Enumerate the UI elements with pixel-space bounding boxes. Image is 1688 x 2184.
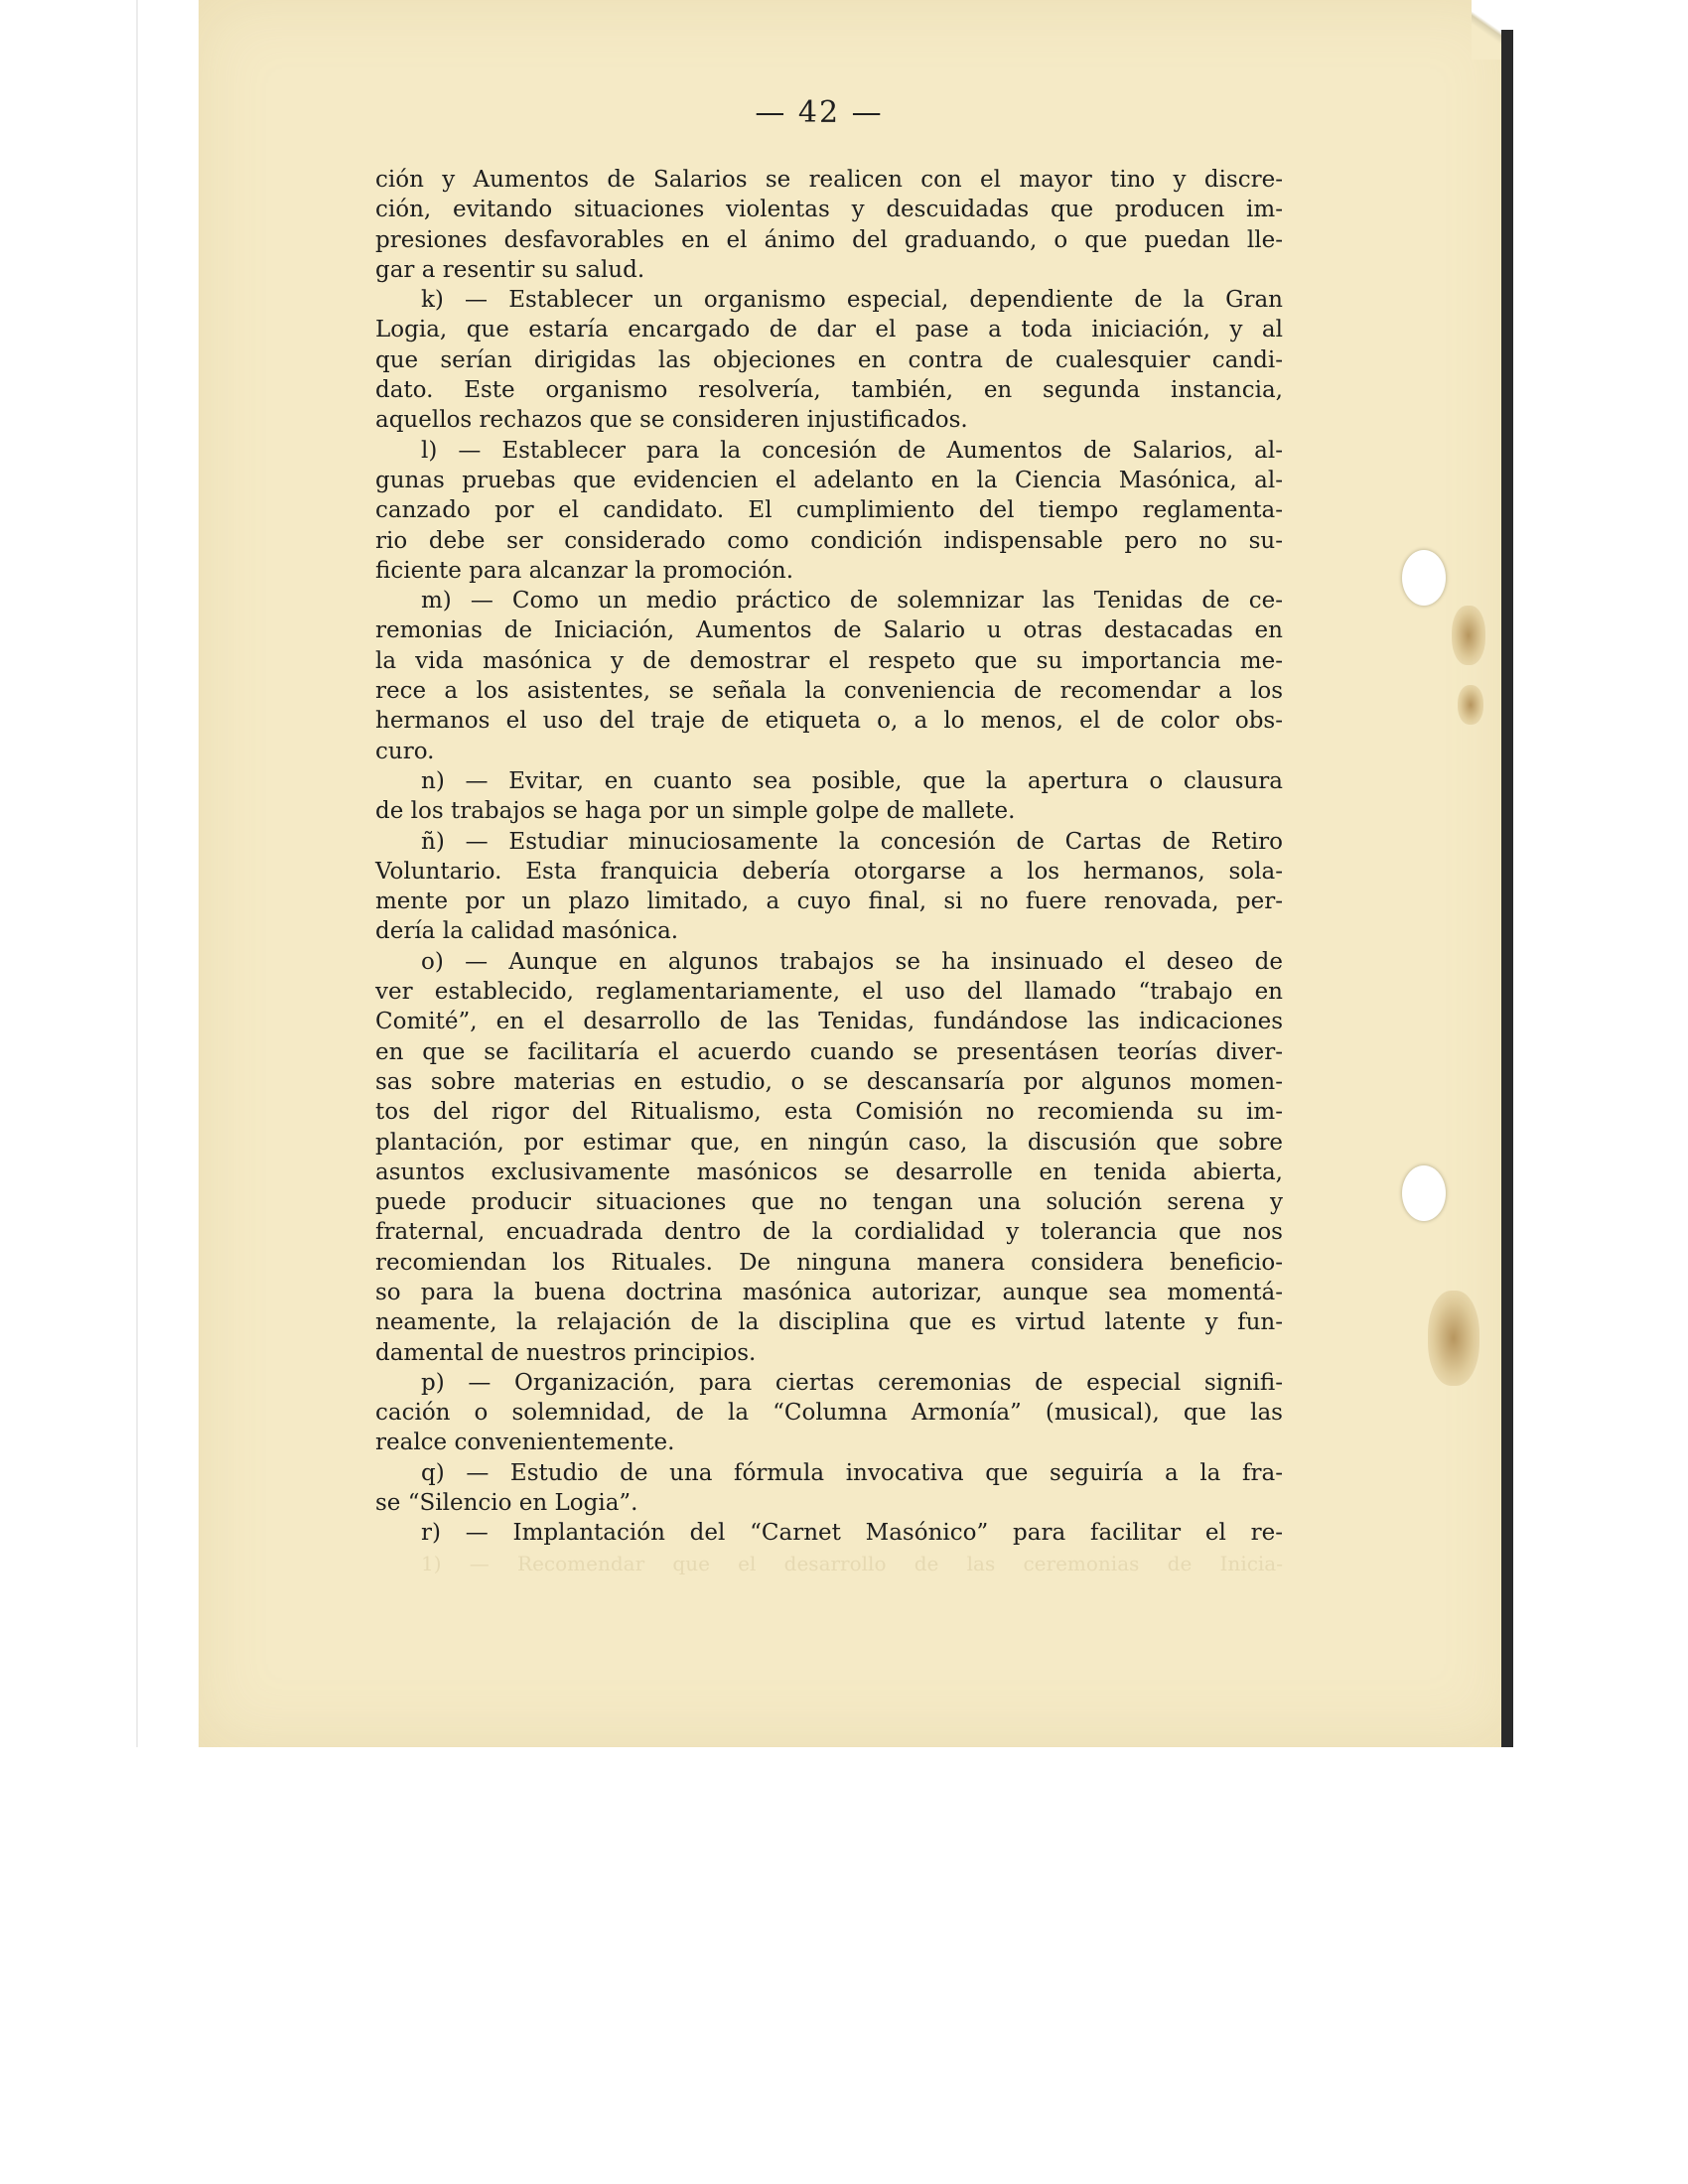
text-line: ción y Aumentos de Salarios se realicen con el mayor tino y discre- (375, 167, 1283, 193)
text-line: l) — Establecer para la concesión de Aumentos de Salarios, al- (421, 437, 1283, 464)
text-line: fraternal, encuadrada dentro de la cordialidad y tolerancia que nos (375, 1219, 1283, 1246)
text-line: n) — Evitar, en cuanto sea posible, que la apertura o clausura (421, 767, 1283, 794)
text-line: que serían dirigidas las objeciones en contra de cualesquier candi- (375, 346, 1283, 373)
text-line: en que se facilitaría el acuerdo cuando se presentásen teorías diver- (375, 1038, 1283, 1065)
text-line: q) — Estudio de una fórmula invocativa que seguiría a la fra- (421, 1459, 1283, 1486)
rust-stain-middle (1458, 685, 1483, 725)
text-line: ción, evitando situaciones violentas y descuidadas que producen im- (375, 197, 1283, 223)
text-line: asuntos exclusivamente masónicos se desarrolle en tenida abierta, (375, 1159, 1283, 1185)
text-line: mente por un plazo limitado, a cuyo final, si no fuere renovada, per- (375, 888, 1283, 915)
text-line: gunas pruebas que evidencien el adelanto en la Ciencia Masónica, al- (375, 467, 1283, 493)
text-line: tos del rigor del Ritualismo, esta Comisión no recomienda su im- (375, 1099, 1283, 1126)
text-line: curo. (375, 738, 435, 764)
text-line: ver establecido, reglamentariamente, el uso del llamado “trabajo en (375, 979, 1283, 1006)
text-line: so para la buena doctrina masónica autorizar, aunque sea momentá- (375, 1279, 1283, 1305)
text-line: Comité”, en el desarrollo de las Tenidas, fundándose las indicaciones (375, 1009, 1283, 1035)
text-line: presiones desfavorables en el ánimo del graduando, o que puedan lle- (375, 226, 1283, 253)
text-line: p) — Organización, para ciertas ceremonias de especial signifi- (421, 1369, 1283, 1396)
text-line: o) — Aunque en algunos trabajos se ha insinuado el deseo de (421, 948, 1283, 975)
text-line: canzado por el candidato. El cumplimiento del tiempo reglamenta- (375, 497, 1283, 524)
text-line: hermanos el uso del traje de etiqueta o, a lo menos, el de color obs- (375, 708, 1283, 735)
text-line: aquellos rechazos que se consideren injustificados. (375, 407, 968, 434)
text-line: Voluntario. Esta franquicia debería otorgarse a los hermanos, sola- (375, 858, 1283, 885)
text-line: neamente, la relajación de la disciplina que es virtud latente y fun- (375, 1309, 1283, 1336)
text-line: r) — Implantación del “Carnet Masónico” para facilitar el re- (421, 1520, 1283, 1547)
rust-stain-lower (1428, 1291, 1479, 1386)
text-line: la vida masónica y de demostrar el respeto que su importancia me- (375, 647, 1283, 674)
binder-hole-lower (1402, 1165, 1446, 1221)
text-line: gar a resentir su salud. (375, 256, 645, 283)
text-line: de los trabajos se haga por un simple golpe de mallete. (375, 798, 1016, 825)
text-line: dato. Este organismo resolvería, también, en segunda instancia, (375, 377, 1283, 404)
text-line: cación o solemnidad, de la “Columna Armonía” (musical), que las (375, 1400, 1283, 1427)
text-line: ficiente para alcanzar la promoción. (375, 557, 794, 584)
text-line: sas sobre materias en estudio, o se descansaría por algunos momen- (375, 1068, 1283, 1095)
rust-stain-upper (1452, 606, 1485, 665)
text-line: realce convenientemente. (375, 1430, 675, 1456)
text-line: m) — Como un medio práctico de solemnizar las Tenidas de ce- (421, 588, 1283, 614)
body-text (375, 165, 1283, 1578)
paper-edge-shadow (1501, 30, 1513, 1747)
text-line: se “Silencio en Logia”. (375, 1490, 638, 1517)
text-line: puede producir situaciones que no tengan una solución serena y (375, 1189, 1283, 1216)
text-line: damental de nuestros principios. (375, 1339, 757, 1366)
text-line: recomiendan los Rituales. De ninguna manera considera beneficio- (375, 1249, 1283, 1276)
text-line: rece a los asistentes, se señala la conveniencia de recomendar a los (375, 678, 1283, 705)
text-line: rio debe ser considerado como condición indispensable pero no su- (375, 527, 1283, 554)
text-line: remonias de Iniciación, Aumentos de Salario u otras destacadas en (375, 617, 1283, 644)
text-line: plantación, por estimar que, en ningún caso, la discusión que sobre (375, 1129, 1283, 1156)
bleed-through-line: 1) — Recomendar que el desarrollo de las ceremonias de Inicia- (421, 1551, 1283, 1575)
binder-hole-upper (1402, 550, 1446, 606)
text-line: ñ) — Estudiar minuciosamente la concesión de Cartas de Retiro (421, 828, 1283, 855)
scan-border-line (136, 0, 138, 1747)
text-line: Logia, que estaría encargado de dar el pase a toda iniciación, y al (375, 317, 1283, 343)
text-line: k) — Establecer un organismo especial, dependiente de la Gran (421, 287, 1283, 314)
text-line: dería la calidad masónica. (375, 918, 679, 945)
page-number: — 42 — (755, 95, 884, 130)
